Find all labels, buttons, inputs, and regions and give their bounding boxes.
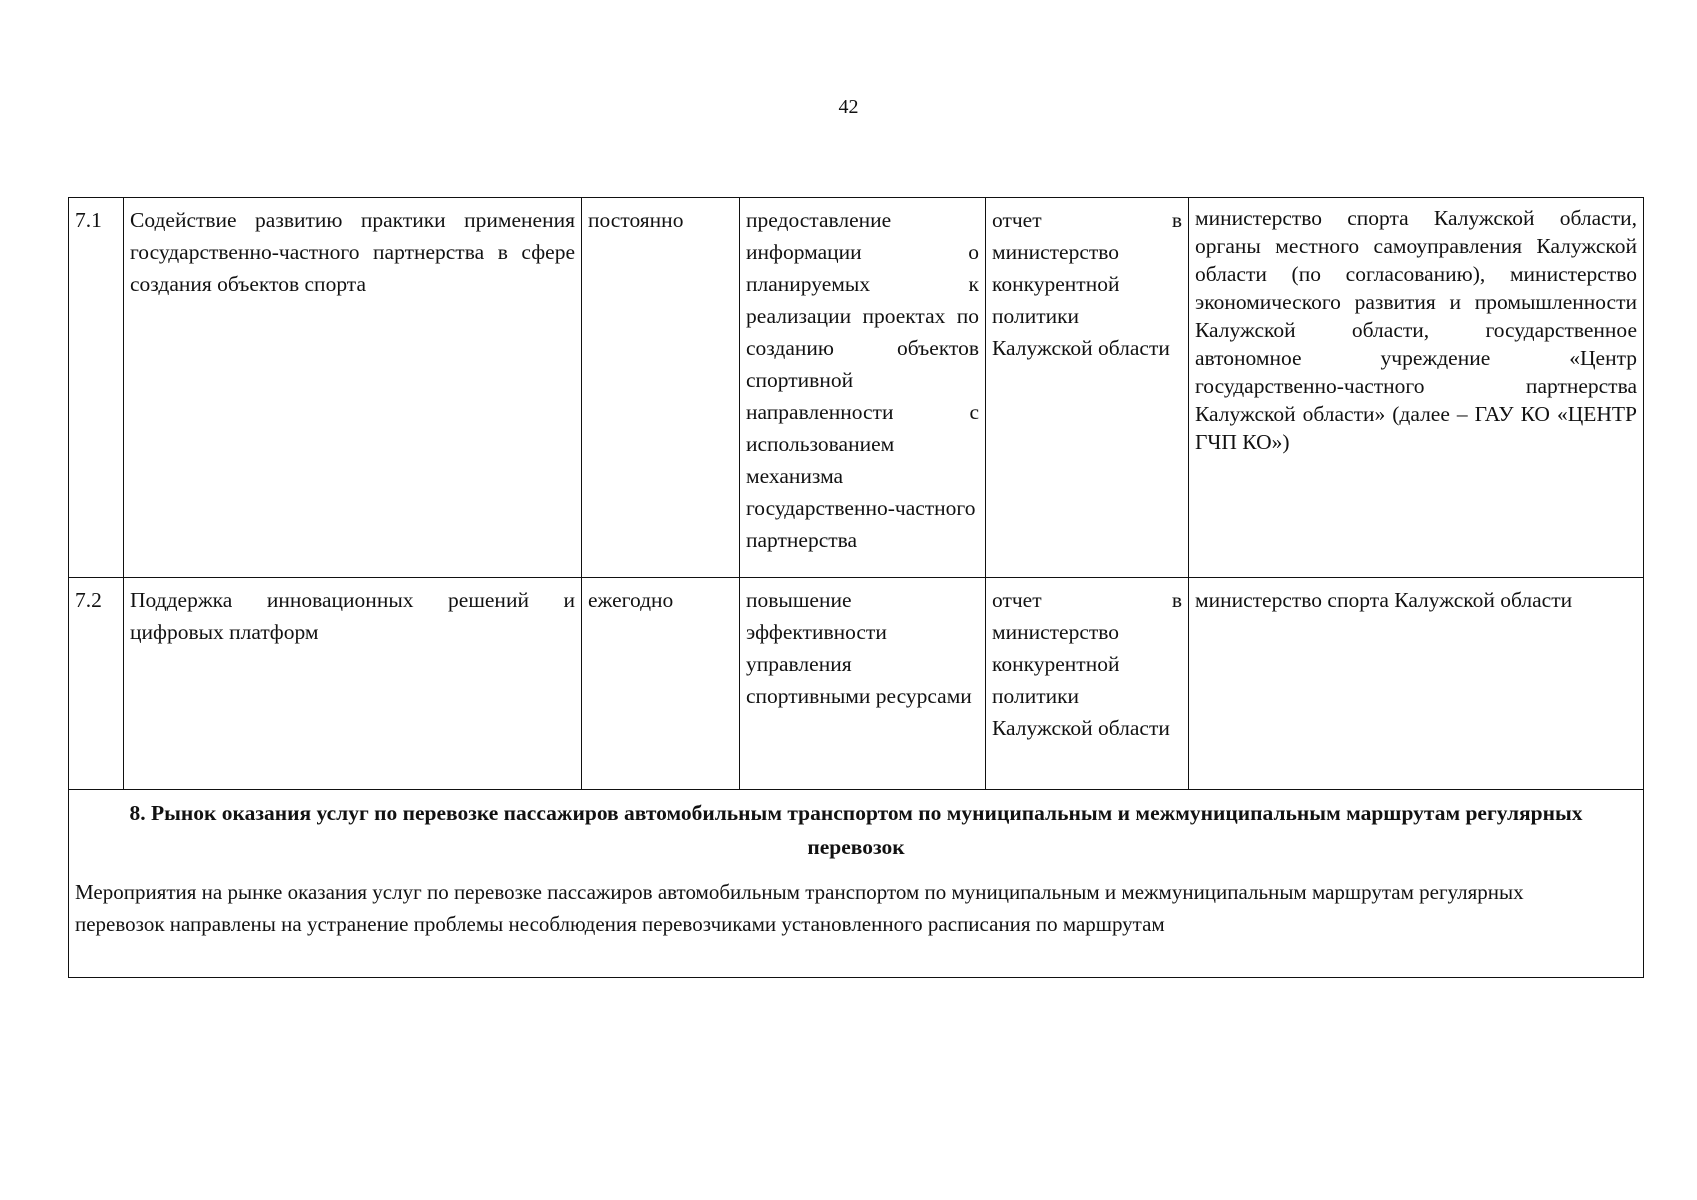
activities-table	[68, 197, 1644, 978]
executor-cell: министерство спорта Калужской области, органы местного самоуправления Калужской области (по согласованию), министерство экономического развития и промышленности Калужской области, государственное автономное учреждение «Центр государственно-частного партнерства Калужской области» (далее – ГАУ КО «ЦЕНТР ГЧП КО»)	[1189, 198, 1644, 578]
term-cell: постоянно	[582, 198, 740, 578]
report-cell: отчет в министерство конкурентной политики Калужской области	[986, 578, 1189, 790]
report-cell: отчет в министерство конкурентной политики Калужской области	[986, 198, 1189, 578]
section-cell	[69, 790, 1644, 978]
section-text: Мероприятия на рынке оказания услуг по перевозке пассажиров автомобильным транспортом по муниципальным и межмуниципальным маршрутам регулярных перевозок направлены на устранение проблемы несоблюдения перевозчиками установленного расписания по маршрутам	[75, 880, 1524, 936]
event-cell: Содействие развитию практики применения государственно-частного партнерства в сфере создания объектов спорта	[124, 198, 582, 578]
executor-cell: министерство спорта Калужской области	[1189, 578, 1644, 790]
section-row	[69, 790, 1644, 978]
row-number: 7.2	[69, 578, 124, 790]
page-number: 42	[838, 96, 859, 118]
result-cell: повышение эффективности управления спортивными ресурсами	[740, 578, 986, 790]
table-row	[69, 198, 1644, 578]
term-cell: ежегодно	[582, 578, 740, 790]
event-cell: Поддержка инновационных решений и цифровых платформ	[124, 578, 582, 790]
section-title: 8. Рынок оказания услуг по перевозке пассажиров автомобильным транспортом по муниципальным и межмуниципальным маршрутам регулярных перевозок	[129, 801, 1583, 859]
table-row	[69, 578, 1644, 790]
result-cell: предоставление информации о планируемых к реализации проектах по созданию объектов спортивной направленности с использованием механизма государственно-частного партнерства	[740, 198, 986, 578]
row-number: 7.1	[69, 198, 124, 578]
